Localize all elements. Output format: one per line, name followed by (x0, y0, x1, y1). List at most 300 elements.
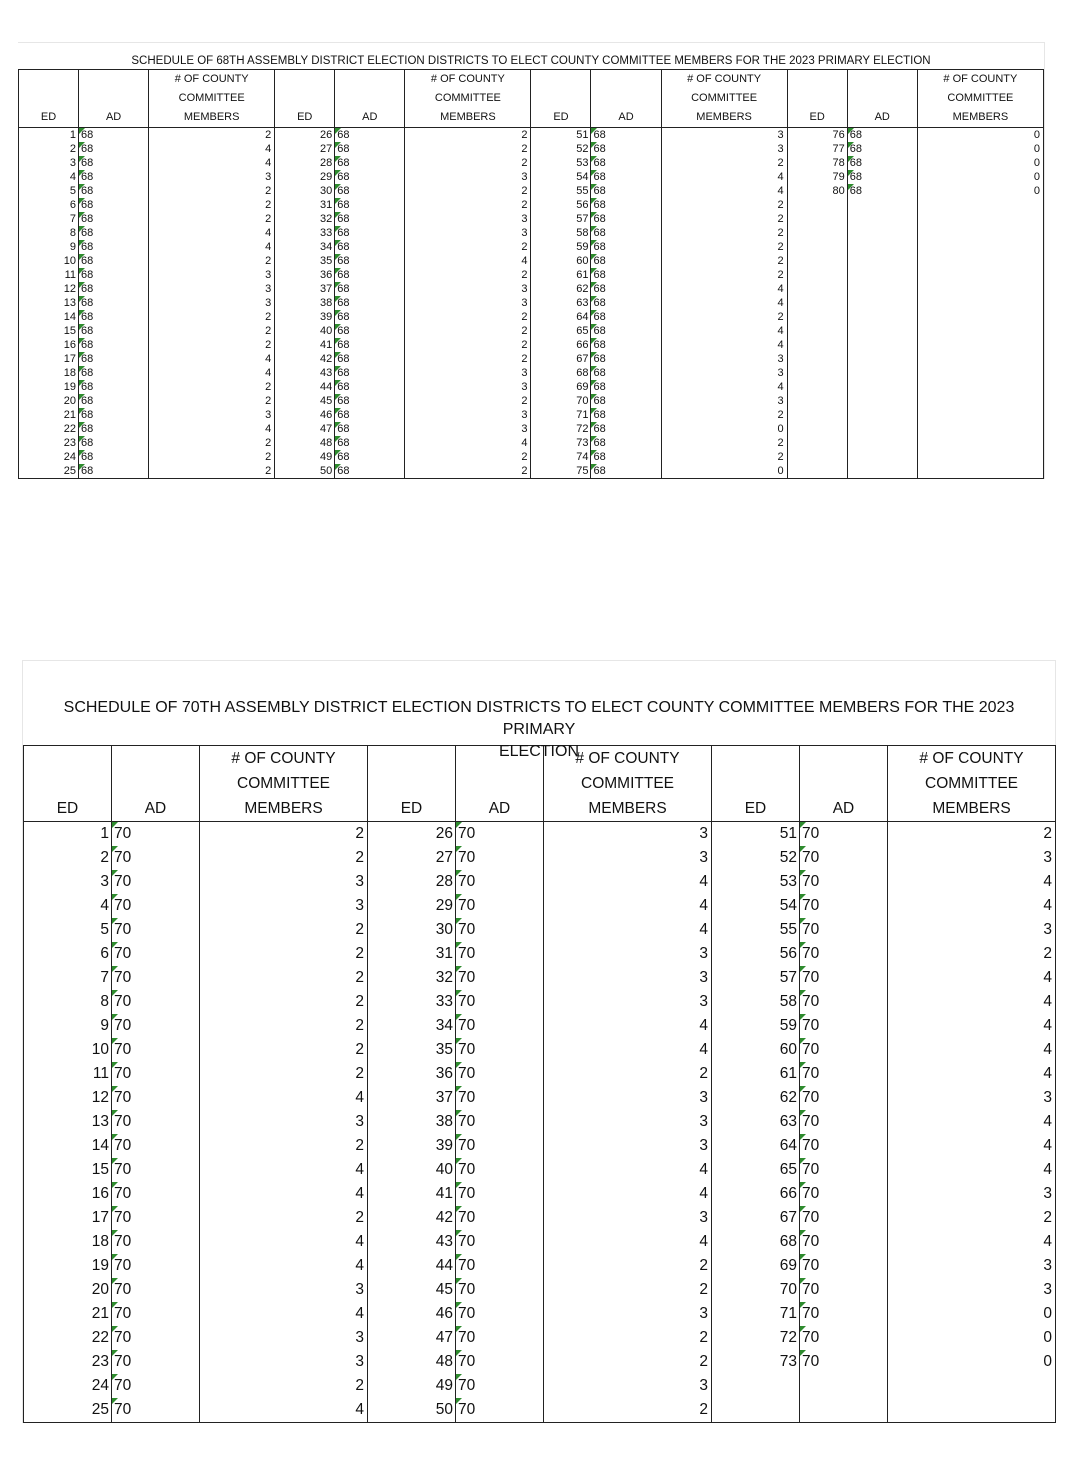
ed-cell: 21 (19, 408, 79, 422)
comment-marker-icon (79, 352, 85, 358)
column-header-ed: ED (19, 70, 79, 128)
ed-cell: 42 (368, 1206, 456, 1230)
ed-cell: 15 (19, 324, 79, 338)
comment-marker-icon (800, 1326, 806, 1332)
ed-cell (787, 394, 847, 408)
members-cell: 2 (405, 184, 531, 198)
ad-cell (335, 422, 405, 436)
comment-marker-icon (112, 1398, 118, 1404)
comment-marker-icon (591, 408, 597, 414)
members-cell: 2 (661, 240, 787, 254)
ad-cell (79, 408, 149, 422)
ad-cell (847, 128, 917, 143)
column-header-ad: AD (591, 70, 661, 128)
ed-cell: 26 (368, 822, 456, 847)
members-cell: 2 (200, 1038, 368, 1062)
members-cell: 4 (661, 296, 787, 310)
ed-cell: 44 (368, 1254, 456, 1278)
comment-marker-icon (335, 198, 341, 204)
ad-cell (456, 1278, 544, 1302)
members-cell: 4 (200, 1182, 368, 1206)
members-cell: 2 (149, 212, 275, 226)
comment-marker-icon (800, 918, 806, 924)
ad-value: 70 (114, 921, 132, 938)
column-header-ad: AD (847, 70, 917, 128)
ad-cell (847, 268, 917, 282)
members-cell: 2 (200, 990, 368, 1014)
ad-value: 70 (458, 1353, 476, 1370)
ed-cell: 22 (24, 1326, 112, 1350)
members-cell: 3 (405, 408, 531, 422)
members-cell: 4 (544, 894, 712, 918)
ed-cell: 19 (19, 380, 79, 394)
column-header-members-line-3: MEMBERS (588, 800, 667, 817)
ad-cell (800, 1254, 888, 1278)
ed-cell: 56 (712, 942, 800, 966)
column-header-members-line-2: COMMITTEE (178, 92, 245, 104)
members-cell (917, 408, 1043, 422)
ad-cell (456, 1326, 544, 1350)
ed-cell: 4 (19, 170, 79, 184)
ad-value: 68 (593, 395, 606, 407)
ad-value: 70 (802, 825, 820, 842)
ad-cell (591, 366, 661, 380)
members-cell: 2 (888, 1206, 1056, 1230)
ed-cell: 22 (19, 422, 79, 436)
members-cell: 4 (149, 366, 275, 380)
ed-cell: 21 (24, 1302, 112, 1326)
ad-value: 70 (114, 1329, 132, 1346)
comment-marker-icon (591, 324, 597, 330)
ad-cell (335, 380, 405, 394)
schedule-70-sheet (22, 660, 1056, 1423)
ad-value: 68 (337, 367, 350, 379)
column-header-members-line-3: MEMBERS (952, 111, 1009, 123)
ad-cell (591, 324, 661, 338)
members-cell: 2 (200, 918, 368, 942)
ad-value: 70 (114, 849, 132, 866)
members-cell: 4 (544, 918, 712, 942)
members-cell: 2 (405, 198, 531, 212)
comment-marker-icon (112, 1182, 118, 1188)
comment-marker-icon (591, 366, 597, 372)
ed-cell: 17 (24, 1206, 112, 1230)
members-cell: 4 (544, 1230, 712, 1254)
members-cell: 2 (405, 156, 531, 170)
members-cell (917, 422, 1043, 436)
members-cell: 4 (888, 894, 1056, 918)
comment-marker-icon (335, 296, 341, 302)
ad-value: 68 (337, 157, 350, 169)
ed-cell: 11 (24, 1062, 112, 1086)
members-cell: 3 (405, 380, 531, 394)
ad-cell (800, 1158, 888, 1182)
members-cell: 2 (544, 1254, 712, 1278)
ad-value: 70 (114, 1377, 132, 1394)
comment-marker-icon (335, 268, 341, 274)
ed-cell: 59 (712, 1014, 800, 1038)
ad-value: 70 (802, 993, 820, 1010)
members-cell: 2 (149, 128, 275, 143)
comment-marker-icon (79, 240, 85, 246)
ed-cell: 34 (275, 240, 335, 254)
table-row (24, 1350, 1056, 1374)
ad-value: 70 (114, 873, 132, 890)
ad-cell (112, 870, 200, 894)
comment-marker-icon (112, 1230, 118, 1236)
members-cell: 0 (888, 1302, 1056, 1326)
ad-value: 68 (81, 451, 94, 463)
ad-value: 68 (81, 367, 94, 379)
comment-marker-icon (335, 128, 341, 134)
ad-cell (335, 352, 405, 366)
ed-cell: 53 (531, 156, 591, 170)
column-header-ad: AD (335, 70, 405, 128)
ed-cell: 63 (712, 1110, 800, 1134)
members-cell: 2 (149, 254, 275, 268)
ad-cell (847, 352, 917, 366)
members-cell: 2 (661, 450, 787, 464)
ed-cell: 45 (275, 394, 335, 408)
ad-value: 68 (81, 213, 94, 225)
ad-value: 68 (337, 325, 350, 337)
ad-value: 68 (81, 199, 94, 211)
ed-cell: 57 (712, 966, 800, 990)
table-row (19, 142, 1044, 156)
ed-cell: 4 (24, 894, 112, 918)
comment-marker-icon (79, 128, 85, 134)
ed-cell: 59 (531, 240, 591, 254)
members-cell: 3 (405, 226, 531, 240)
column-header-members-line-1: # OF COUNTY (687, 73, 762, 85)
ad-cell (456, 1110, 544, 1134)
ed-cell: 20 (24, 1278, 112, 1302)
ad-cell (79, 128, 149, 143)
ad-cell (79, 156, 149, 170)
ad-cell (456, 894, 544, 918)
comment-marker-icon (800, 1014, 806, 1020)
ed-cell: 32 (368, 966, 456, 990)
column-header-members (405, 70, 531, 128)
comment-marker-icon (456, 1374, 462, 1380)
ed-cell: 13 (19, 296, 79, 310)
ad-cell (847, 366, 917, 380)
column-header-members (200, 746, 368, 822)
ed-cell (787, 450, 847, 464)
ad-value: 70 (458, 1065, 476, 1082)
ad-value: 68 (337, 409, 350, 421)
ad-value: 68 (81, 381, 94, 393)
comment-marker-icon (591, 268, 597, 274)
ad-value: 68 (337, 339, 350, 351)
members-cell: 2 (200, 1062, 368, 1086)
ad-cell (456, 1182, 544, 1206)
ad-value: 68 (337, 283, 350, 295)
members-cell: 3 (405, 422, 531, 436)
members-cell: 2 (405, 450, 531, 464)
ad-value: 70 (458, 945, 476, 962)
column-header-members-line-1: # OF COUNTY (430, 73, 505, 85)
ed-cell: 12 (19, 282, 79, 296)
table-row (24, 1038, 1056, 1062)
comment-marker-icon (112, 966, 118, 972)
ad-value: 68 (593, 213, 606, 225)
column-header-ed: ED (712, 746, 800, 822)
ed-cell: 69 (712, 1254, 800, 1278)
ad-cell (335, 324, 405, 338)
table-row (24, 1254, 1056, 1278)
ad-cell (591, 408, 661, 422)
members-cell: 4 (149, 156, 275, 170)
ad-cell (591, 338, 661, 352)
ed-cell: 31 (368, 942, 456, 966)
column-header-members-line-3: MEMBERS (183, 111, 240, 123)
ad-cell (79, 394, 149, 408)
ed-cell: 25 (19, 464, 79, 479)
ed-cell: 52 (712, 846, 800, 870)
ed-cell: 18 (19, 366, 79, 380)
comment-marker-icon (800, 1182, 806, 1188)
table-row (24, 1278, 1056, 1302)
comment-marker-icon (456, 1110, 462, 1116)
ed-cell: 50 (368, 1398, 456, 1423)
ed-cell: 2 (24, 846, 112, 870)
members-cell: 2 (149, 198, 275, 212)
table-row (24, 942, 1056, 966)
ad-value: 70 (458, 1305, 476, 1322)
ad-cell (800, 1350, 888, 1374)
comment-marker-icon (335, 324, 341, 330)
ad-value: 70 (802, 1161, 820, 1178)
ad-value: 68 (593, 423, 606, 435)
comment-marker-icon (112, 1062, 118, 1068)
comment-marker-icon (800, 1350, 806, 1356)
ad-value: 70 (802, 1329, 820, 1346)
ad-value: 70 (114, 1257, 132, 1274)
ed-cell: 10 (19, 254, 79, 268)
ad-cell (79, 254, 149, 268)
ad-value: 68 (593, 143, 606, 155)
comment-marker-icon (112, 1038, 118, 1044)
ad-cell (112, 894, 200, 918)
ad-value: 68 (593, 171, 606, 183)
comment-marker-icon (591, 254, 597, 260)
ad-value: 68 (593, 241, 606, 253)
ad-value: 68 (593, 451, 606, 463)
ad-cell (591, 268, 661, 282)
comment-marker-icon (79, 338, 85, 344)
column-header-members-line-1: # OF COUNTY (174, 73, 249, 85)
members-cell: 2 (200, 942, 368, 966)
members-cell: 3 (149, 408, 275, 422)
ed-cell: 47 (368, 1326, 456, 1350)
ad-cell (335, 142, 405, 156)
members-cell: 0 (888, 1350, 1056, 1374)
ad-value: 68 (593, 339, 606, 351)
ed-cell: 29 (368, 894, 456, 918)
ad-value: 70 (458, 1089, 476, 1106)
comment-marker-icon (456, 1302, 462, 1308)
ed-cell (787, 408, 847, 422)
ad-cell (112, 1302, 200, 1326)
column-header-members-line-1: # OF COUNTY (919, 750, 1024, 767)
ed-cell: 42 (275, 352, 335, 366)
ad-cell (112, 1398, 200, 1423)
comment-marker-icon (800, 966, 806, 972)
comment-marker-icon (335, 184, 341, 190)
ad-value: 70 (114, 1113, 132, 1130)
ed-cell: 39 (275, 310, 335, 324)
ad-cell (79, 198, 149, 212)
ad-cell (591, 212, 661, 226)
ad-value: 68 (337, 311, 350, 323)
members-cell (917, 296, 1043, 310)
members-cell: 4 (661, 170, 787, 184)
ed-cell: 24 (24, 1374, 112, 1398)
members-cell: 2 (544, 1350, 712, 1374)
members-cell: 3 (200, 1350, 368, 1374)
members-cell: 2 (149, 450, 275, 464)
members-cell: 2 (661, 254, 787, 268)
ad-value: 68 (593, 353, 606, 365)
ad-cell (800, 942, 888, 966)
ed-cell: 63 (531, 296, 591, 310)
comment-marker-icon (79, 184, 85, 190)
members-cell: 2 (149, 310, 275, 324)
members-cell: 2 (149, 436, 275, 450)
ad-value: 70 (802, 1113, 820, 1130)
members-cell: 2 (661, 226, 787, 240)
column-header-members (917, 70, 1043, 128)
ad-value: 70 (114, 1401, 132, 1418)
ed-cell: 31 (275, 198, 335, 212)
ed-cell (787, 324, 847, 338)
ad-cell (847, 338, 917, 352)
ad-value: 70 (802, 1353, 820, 1370)
table-row (24, 1062, 1056, 1086)
ed-cell: 5 (19, 184, 79, 198)
ad-value: 70 (802, 969, 820, 986)
table-row (24, 918, 1056, 942)
ad-cell (847, 436, 917, 450)
members-cell: 2 (405, 310, 531, 324)
ad-cell (800, 966, 888, 990)
ad-cell (847, 198, 917, 212)
ad-value: 70 (458, 1017, 476, 1034)
members-cell: 3 (200, 894, 368, 918)
members-cell: 0 (917, 170, 1043, 184)
ad-cell (456, 1254, 544, 1278)
members-cell: 2 (661, 268, 787, 282)
comment-marker-icon (79, 380, 85, 386)
ad-cell (591, 198, 661, 212)
ad-cell (112, 822, 200, 847)
ad-value: 70 (802, 1065, 820, 1082)
ad-value: 70 (114, 1209, 132, 1226)
ad-cell (112, 1350, 200, 1374)
members-cell: 3 (200, 870, 368, 894)
members-cell: 3 (544, 1206, 712, 1230)
ed-cell: 71 (531, 408, 591, 422)
ad-cell (456, 1230, 544, 1254)
schedule-70-table (23, 745, 1056, 1423)
comment-marker-icon (591, 450, 597, 456)
ed-cell (787, 254, 847, 268)
ad-cell (847, 142, 917, 156)
ed-cell: 72 (531, 422, 591, 436)
ad-value: 70 (114, 1137, 132, 1154)
members-cell: 3 (149, 296, 275, 310)
comment-marker-icon (591, 296, 597, 302)
ed-cell: 48 (368, 1350, 456, 1374)
members-cell: 2 (405, 324, 531, 338)
comment-marker-icon (800, 1254, 806, 1260)
members-cell: 2 (149, 464, 275, 479)
ad-value: 68 (81, 437, 94, 449)
ad-value: 68 (81, 423, 94, 435)
ad-value: 70 (458, 825, 476, 842)
table-row (19, 254, 1044, 268)
ed-cell: 8 (19, 226, 79, 240)
ad-value: 68 (849, 185, 862, 197)
ad-cell (79, 380, 149, 394)
comment-marker-icon (112, 1158, 118, 1164)
table-row (24, 846, 1056, 870)
ad-value: 68 (81, 227, 94, 239)
ad-cell (112, 1230, 200, 1254)
comment-marker-icon (800, 1038, 806, 1044)
ad-cell (79, 366, 149, 380)
ad-cell (847, 254, 917, 268)
comment-marker-icon (335, 464, 341, 470)
ed-cell: 36 (368, 1062, 456, 1086)
ed-cell: 44 (275, 380, 335, 394)
ad-value: 68 (337, 465, 350, 477)
ad-cell (456, 1038, 544, 1062)
members-cell: 4 (149, 352, 275, 366)
ad-cell (112, 1254, 200, 1278)
ad-value: 70 (802, 1233, 820, 1250)
ad-value: 68 (337, 171, 350, 183)
table-row (19, 366, 1044, 380)
ed-cell: 41 (368, 1182, 456, 1206)
table-row (24, 1302, 1056, 1326)
ad-value: 70 (458, 849, 476, 866)
members-cell: 3 (661, 394, 787, 408)
members-cell: 3 (661, 128, 787, 143)
table-row (19, 310, 1044, 324)
comment-marker-icon (335, 422, 341, 428)
members-cell: 3 (661, 352, 787, 366)
comment-marker-icon (79, 324, 85, 330)
ed-cell: 50 (275, 464, 335, 479)
ad-value: 68 (337, 395, 350, 407)
members-cell: 3 (544, 942, 712, 966)
ad-value: 70 (802, 1017, 820, 1034)
comment-marker-icon (335, 450, 341, 456)
ed-cell: 70 (712, 1278, 800, 1302)
ad-value: 68 (81, 311, 94, 323)
comment-marker-icon (456, 1062, 462, 1068)
ad-value: 68 (81, 325, 94, 337)
comment-marker-icon (112, 1374, 118, 1380)
members-cell: 0 (661, 464, 787, 479)
members-cell: 2 (888, 942, 1056, 966)
ed-cell: 30 (275, 184, 335, 198)
ad-value: 70 (802, 1089, 820, 1106)
ed-cell: 1 (24, 822, 112, 847)
column-header-members (888, 746, 1056, 822)
